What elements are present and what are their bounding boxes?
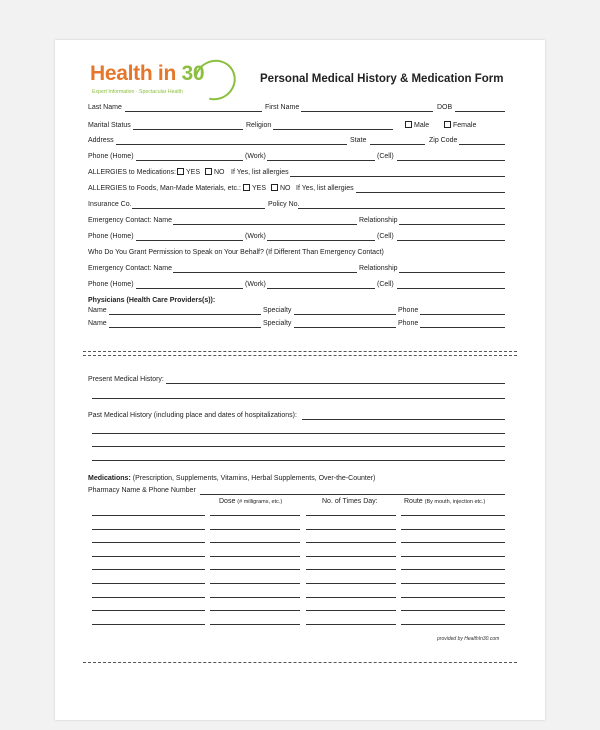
logo: Health in 30 <box>90 62 205 85</box>
medication-entry-field[interactable] <box>210 597 300 598</box>
female-checkbox[interactable] <box>444 121 451 128</box>
allergies-foods-yes[interactable]: YES <box>243 184 266 193</box>
times-day-header: No. of Times Day: <box>322 498 378 505</box>
relationship-field[interactable] <box>399 224 505 225</box>
medication-entry-field[interactable] <box>401 624 505 625</box>
physician-specialty-field[interactable] <box>294 327 396 328</box>
physician-name-field[interactable] <box>109 327 261 328</box>
medication-entry-field[interactable] <box>306 515 396 516</box>
phone-cell-label: (Cell) <box>377 153 394 160</box>
allergies-foods-no[interactable]: NO <box>271 184 291 193</box>
physician-specialty-label: Specialty <box>263 320 292 327</box>
permission-label: Who Do You Grant Permission to Speak on Your Behalf? (If Different Than Emergency Contact) <box>88 249 384 256</box>
phone-work-field[interactable] <box>267 160 375 161</box>
phone-work-label: (Work) <box>245 281 266 288</box>
phone-home-field[interactable] <box>136 240 243 241</box>
phone-home-label: Phone (Home) <box>88 233 134 240</box>
phone-work-field[interactable] <box>267 288 375 289</box>
medication-entry-field[interactable] <box>401 529 505 530</box>
logo-tagline: Expert Information · Spectacular Health <box>92 89 183 95</box>
medication-entry-field[interactable] <box>401 556 505 557</box>
medication-entry-field[interactable] <box>306 556 396 557</box>
first-name-label: First Name <box>265 104 300 111</box>
marital-status-field[interactable] <box>133 129 243 130</box>
state-label: State <box>350 137 367 144</box>
allergies-foods-label: ALLERGIES to Foods, Man-Made Materials, etc.: <box>88 185 241 192</box>
past-history-line[interactable] <box>92 460 505 461</box>
medication-entry-field[interactable] <box>306 529 396 530</box>
physician-phone-label: Phone <box>398 320 419 327</box>
past-history-line[interactable] <box>92 446 505 447</box>
physician-phone-field[interactable] <box>420 327 505 328</box>
last-name-field[interactable] <box>125 111 262 112</box>
allergies-meds-yes[interactable]: YES <box>177 168 200 177</box>
medication-entry-field[interactable] <box>92 583 205 584</box>
emergency-contact-field[interactable] <box>173 272 357 273</box>
emergency-contact-field[interactable] <box>173 224 357 225</box>
present-history-line[interactable] <box>92 398 505 399</box>
address-label: Address <box>88 137 114 144</box>
medication-entry-field[interactable] <box>401 515 505 516</box>
medication-entry-field[interactable] <box>210 569 300 570</box>
present-history-label: Present Medical History: <box>88 376 164 383</box>
physician-phone-label: Phone <box>398 307 419 314</box>
medication-entry-field[interactable] <box>210 542 300 543</box>
past-history-label: Past Medical History (including place and dates of hospitalizations): <box>88 412 297 419</box>
physician-phone-field[interactable] <box>420 314 505 315</box>
insurance-field[interactable] <box>132 208 265 209</box>
phone-work-label: (Work) <box>245 153 266 160</box>
checkbox[interactable] <box>271 184 278 191</box>
policy-label: Policy No. <box>268 201 300 208</box>
section-divider <box>83 355 517 356</box>
last-name-label: Last Name <box>88 104 122 111</box>
physician-name-field[interactable] <box>109 314 261 315</box>
emergency-contact-label: Emergency Contact: Name <box>88 265 173 272</box>
medication-entry-field[interactable] <box>210 624 300 625</box>
physician-specialty-field[interactable] <box>294 314 396 315</box>
checkbox[interactable] <box>243 184 250 191</box>
relationship-label: Relationship <box>359 265 398 272</box>
physician-name-label: Name <box>88 320 107 327</box>
medication-entry-field[interactable] <box>210 583 300 584</box>
medication-entry-field[interactable] <box>92 624 205 625</box>
policy-field[interactable] <box>298 208 505 209</box>
present-history-field[interactable] <box>166 383 505 384</box>
medication-entry-field[interactable] <box>92 529 205 530</box>
medication-entry-field[interactable] <box>210 529 300 530</box>
phone-work-field[interactable] <box>267 240 375 241</box>
medication-entry-field[interactable] <box>306 583 396 584</box>
past-history-line[interactable] <box>92 433 505 434</box>
phone-home-label: Phone (Home) <box>88 153 134 160</box>
footer-credit: provided by HealthIn30.com <box>437 636 500 642</box>
pharmacy-label: Pharmacy Name & Phone Number <box>88 487 196 494</box>
phone-cell-field[interactable] <box>397 288 505 289</box>
allergies-foods-list-label: If Yes, list allergies <box>296 185 354 192</box>
past-history-field[interactable] <box>302 419 505 420</box>
physician-specialty-label: Specialty <box>263 307 292 314</box>
medication-entry-field[interactable] <box>306 624 396 625</box>
medication-entry-field[interactable] <box>92 556 205 557</box>
marital-status-label: Marital Status <box>88 122 131 129</box>
allergies-meds-label: ALLERGIES to Medications: <box>88 169 176 176</box>
relationship-field[interactable] <box>399 272 505 273</box>
phone-home-label: Phone (Home) <box>88 281 134 288</box>
allergies-foods-field[interactable] <box>356 192 505 193</box>
religion-field[interactable] <box>273 129 393 130</box>
medication-entry-field[interactable] <box>92 569 205 570</box>
medication-entry-field[interactable] <box>401 583 505 584</box>
route-header: Route (By mouth, injection etc.) <box>404 498 486 505</box>
relationship-label: Relationship <box>359 217 398 224</box>
phone-cell-field[interactable] <box>397 160 505 161</box>
footer-divider <box>83 662 517 663</box>
allergies-meds-no[interactable]: NO <box>205 168 225 177</box>
medication-entry-field[interactable] <box>210 556 300 557</box>
section-divider <box>83 351 517 352</box>
phone-work-label: (Work) <box>245 233 266 240</box>
medication-entry-field[interactable] <box>401 542 505 543</box>
physicians-heading: Physicians (Health Care Providers(s)): <box>88 297 216 304</box>
medication-entry-field[interactable] <box>306 542 396 543</box>
allergies-meds-list-label: If Yes, list allergies <box>231 169 289 176</box>
physician-name-label: Name <box>88 307 107 314</box>
medication-entry-field[interactable] <box>92 597 205 598</box>
zip-label: Zip Code <box>429 137 458 144</box>
allergies-meds-field[interactable] <box>290 176 505 177</box>
male-checkbox[interactable] <box>405 121 412 128</box>
state-field[interactable] <box>370 144 425 145</box>
male-option[interactable]: Male <box>405 121 429 130</box>
checkbox[interactable] <box>205 168 212 175</box>
medications-heading: Medications: (Prescription, Supplements, Vitamins, Herbal Supplements, Over-the-Counter) <box>88 475 376 482</box>
first-name-field[interactable] <box>301 111 433 112</box>
checkbox[interactable] <box>177 168 184 175</box>
medication-entry-field[interactable] <box>92 542 205 543</box>
dose-header: Dose (# milligrams, etc.) <box>219 498 283 505</box>
pharmacy-field[interactable] <box>200 494 505 495</box>
medication-entry-field[interactable] <box>92 610 205 611</box>
dob-label: DOB <box>437 104 453 111</box>
zip-field[interactable] <box>459 144 505 145</box>
phone-home-field[interactable] <box>136 160 243 161</box>
phone-cell-label: (Cell) <box>377 281 394 288</box>
medication-entry-field[interactable] <box>401 610 505 611</box>
medication-entry-field[interactable] <box>210 515 300 516</box>
phone-home-field[interactable] <box>136 288 243 289</box>
religion-label: Religion <box>246 122 272 129</box>
insurance-label: Insurance Co. <box>88 201 132 208</box>
medication-entry-field[interactable] <box>92 515 205 516</box>
medication-entry-field[interactable] <box>401 597 505 598</box>
address-field[interactable] <box>116 144 347 145</box>
medication-entry-field[interactable] <box>401 569 505 570</box>
medication-entry-field[interactable] <box>306 610 396 611</box>
phone-cell-field[interactable] <box>397 240 505 241</box>
emergency-contact-label: Emergency Contact: Name <box>88 217 173 224</box>
medication-entry-field[interactable] <box>306 597 396 598</box>
female-option[interactable]: Female <box>444 121 476 130</box>
medication-entry-field[interactable] <box>210 610 300 611</box>
form-title: Personal Medical History & Medication Form <box>260 73 504 85</box>
dob-field[interactable] <box>455 111 505 112</box>
phone-cell-label: (Cell) <box>377 233 394 240</box>
medication-entry-field[interactable] <box>306 569 396 570</box>
